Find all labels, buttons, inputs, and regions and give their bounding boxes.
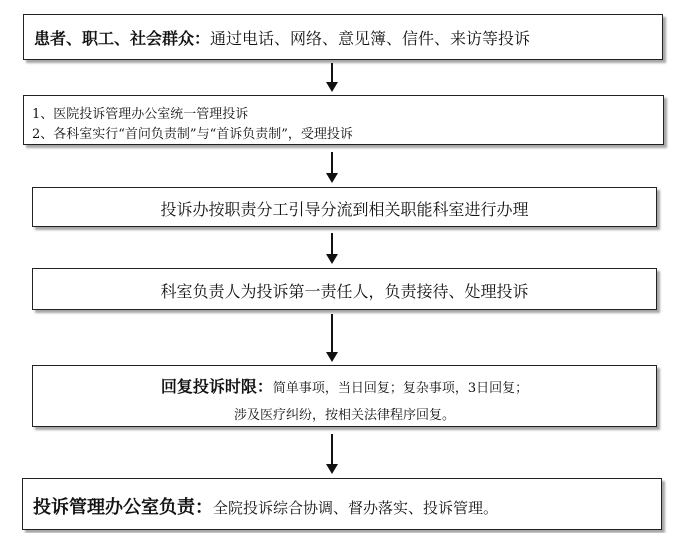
deadline-heading: 回复投诉时限： [160, 377, 273, 396]
arrow-down-icon [324, 434, 340, 474]
complaint-sources-channels: 通过电话、网络、意见簿、信件、来访等投诉 [210, 29, 531, 48]
office-duties: 全院投诉综合协调、督办落实、投诉管理。 [213, 499, 499, 517]
arrow-down-icon [324, 152, 340, 183]
box-department-responsibility [32, 268, 657, 310]
arrow-down-icon [324, 233, 340, 264]
deadline-row-1 [33, 374, 656, 397]
office-heading: 投诉管理办公室负责： [33, 497, 213, 518]
arrow-down-icon [324, 314, 340, 362]
box-reply-deadline [32, 365, 657, 427]
box-complaint-sources [23, 14, 663, 60]
responsibility-text: 科室负责人为投诉第一责任人，负责接待、处理投诉 [160, 282, 529, 301]
management-line-1: 1、医院投诉管理办公室统一管理投诉 [32, 107, 249, 122]
dispatch-text: 投诉办按职责分工引导分流到相关职能科室进行办理 [160, 200, 529, 219]
box-complaint-office [22, 478, 662, 530]
complaint-sources-heading: 患者、职工、社会群众： [34, 29, 211, 48]
office-text [33, 493, 498, 519]
management-line-2: 2、各科室实行“首问负责制”与“首诉负责制”，受理投诉 [32, 127, 353, 142]
complaint-sources-text [34, 26, 530, 49]
box-complaint-dispatch [32, 187, 657, 227]
box-complaint-management [23, 95, 664, 145]
arrow-down-icon [324, 63, 340, 92]
deadline-line-2: 涉及医疗纠纷，按相关法律程序回复。 [233, 408, 455, 423]
deadline-line-1: 简单事项，当日回复；复杂事项，3日回复； [272, 381, 529, 396]
